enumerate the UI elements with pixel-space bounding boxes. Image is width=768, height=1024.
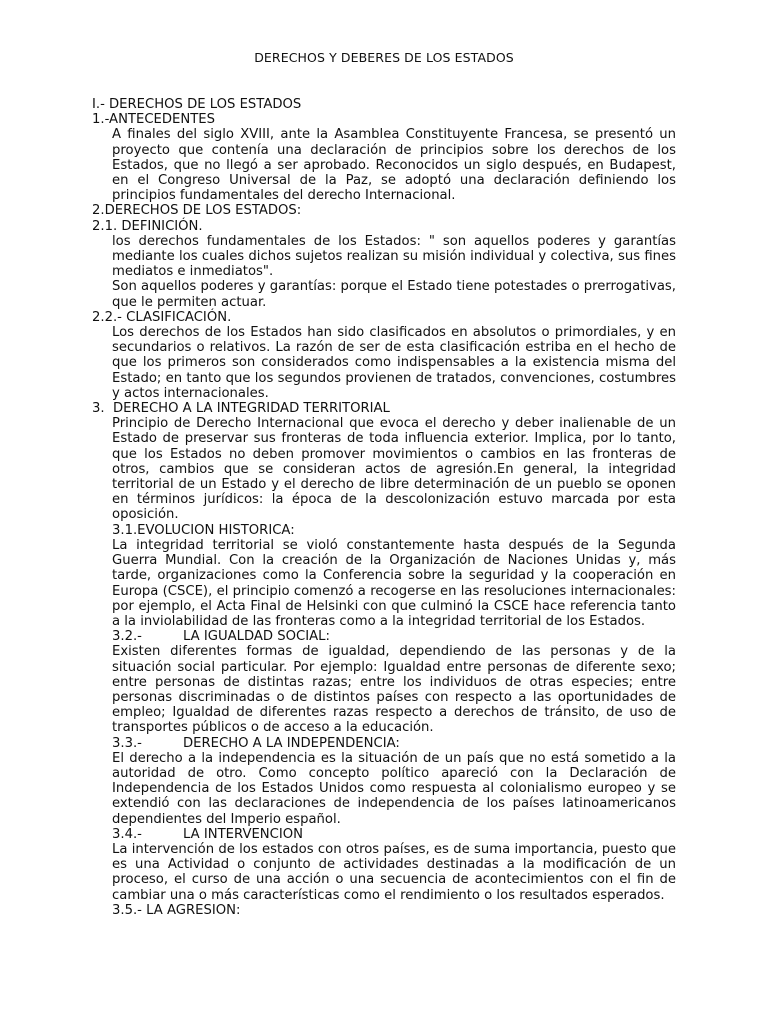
paragraph: La integridad territorial se violó constantemente hasta después de la Segunda Guerra Mundial. Con la creación de la Organización de Naciones Unidas y, más tarde, organizaciones como la Conferencia sobre la seguridad y la cooperación en Europa (CSCE), el principio comenzó a recogerse en las resoluciones internacionales: por ejemplo, el Acta Final de Helsinki con que culminó la CSCE hace referencia tanto a la inviolabilidad de las fronteras como a la integridad territorial de los Estados. <box>112 537 676 629</box>
subsection-title: LA INTERVENCION <box>183 826 304 842</box>
paragraph: A finales del siglo XVIII, ante la Asamblea Constituyente Francesa, se presentó un proyecto que contenía una declaración de principios sobre los derechos de los Estados, que no llegó a ser aprobado. Reconocidos un siglo después, en Budapest, en el Congreso Universal de la Paz, se adoptó una declaración definiendo los principios fundamentales del derecho Internacional. <box>112 127 676 204</box>
section-heading: 3. DERECHO A LA INTEGRIDAD TERRITORIAL <box>92 401 390 417</box>
paragraph: El derecho a la independencia es la situación de un país que no está sometido a la autoridad de otro. Como concepto político apareció con la Declaración de Independencia de los Estados Unidos como respuesta al colonialismo europeo y se extendió con las declaraciones de independencia de los países latinoamericanos dependientes del Imperio español. <box>112 750 676 827</box>
subsection-heading <box>92 827 676 842</box>
section-heading: 1.-ANTECEDENTES <box>92 112 215 128</box>
subsection-heading <box>92 629 676 644</box>
paragraph: Son aquellos poderes y garantías: porque el Estado tiene potestades o prerrogativas, que le permiten actuar. <box>112 279 676 310</box>
subsection-number: 3.4.- <box>112 826 142 842</box>
document-title: DERECHOS Y DEBERES DE LOS ESTADOS <box>254 50 514 65</box>
document-body <box>92 97 676 918</box>
paragraph: Los derechos de los Estados han sido clasificados en absolutos o primordiales, y en secundarios o relativos. La razón de ser de esta clasificación estriba en el hecho de que los primeros son considerados como indispensables a la existencia misma del Estado; en tanto que los segundos provienen de tratados, convenciones, costumbres y actos internacionales. <box>112 325 676 401</box>
subsection-title: DERECHO A LA INDEPENDENCIA: <box>183 735 400 751</box>
subsection-number: 3.2.- <box>112 629 142 645</box>
section-heading: I.- DERECHOS DE LOS ESTADOS <box>92 97 302 112</box>
paragraph: los derechos fundamentales de los Estados: " son aquellos poderes y garantías mediante los cuales dichos sujetos realizan su misión individual y colectiva, sus fines mediatos e inmediatos". <box>112 233 676 280</box>
paragraph: Principio de Derecho Internacional que evoca el derecho y deber inalienable de un Estado de preservar sus fronteras de toda influencia exterior. Implica, por lo tanto, que los Estados no deben promover movimientos o cambios en las fronteras de otros, cambios que se consideran actos de agresión.En general, la integridad territorial de un Estado y el derecho de libre determinación de un pueblo se oponen en términos jurídicos: la época de la descolonización estuvo marcada por esta oposición. <box>112 416 676 523</box>
subsection-title: LA IGUALDAD SOCIAL: <box>183 629 330 645</box>
subsection-heading: 3.1.EVOLUCION HISTORICA: <box>112 522 295 538</box>
subsection-number: 3.3.- <box>112 735 142 751</box>
section-heading: 2.DERECHOS DE LOS ESTADOS: <box>92 203 302 219</box>
paragraph: La intervención de los estados con otros países, es de suma importancia, puesto que es una Actividad o conjunto de actividades destinadas a la modificación de un proceso, el curso de una acción o una secuencia de acontecimientos con el fin de cambiar una o más características como el rendimiento o los resultados esperados. <box>112 841 676 903</box>
section-heading: 2.2.- CLASIFICACIÓN. <box>92 309 232 325</box>
section-heading: 2.1. DEFINICIÓN. <box>92 218 203 234</box>
paragraph: Existen diferentes formas de igualdad, dependiendo de las personas y de la situación social particular. Por ejemplo: Igualdad entre personas de diferente sexo; entre personas de distintas razas; entre los individuos de otras especies; entre personas discriminadas o de distintos países con respecto a las oportunidades de empleo; Igualdad de diferentes razas respecto a derechos de tránsito, de uso de transportes públicos o de acceso a la educación. <box>112 644 676 736</box>
subsection-heading: 3.5.- LA AGRESION: <box>112 902 241 918</box>
subsection-heading <box>92 736 676 751</box>
